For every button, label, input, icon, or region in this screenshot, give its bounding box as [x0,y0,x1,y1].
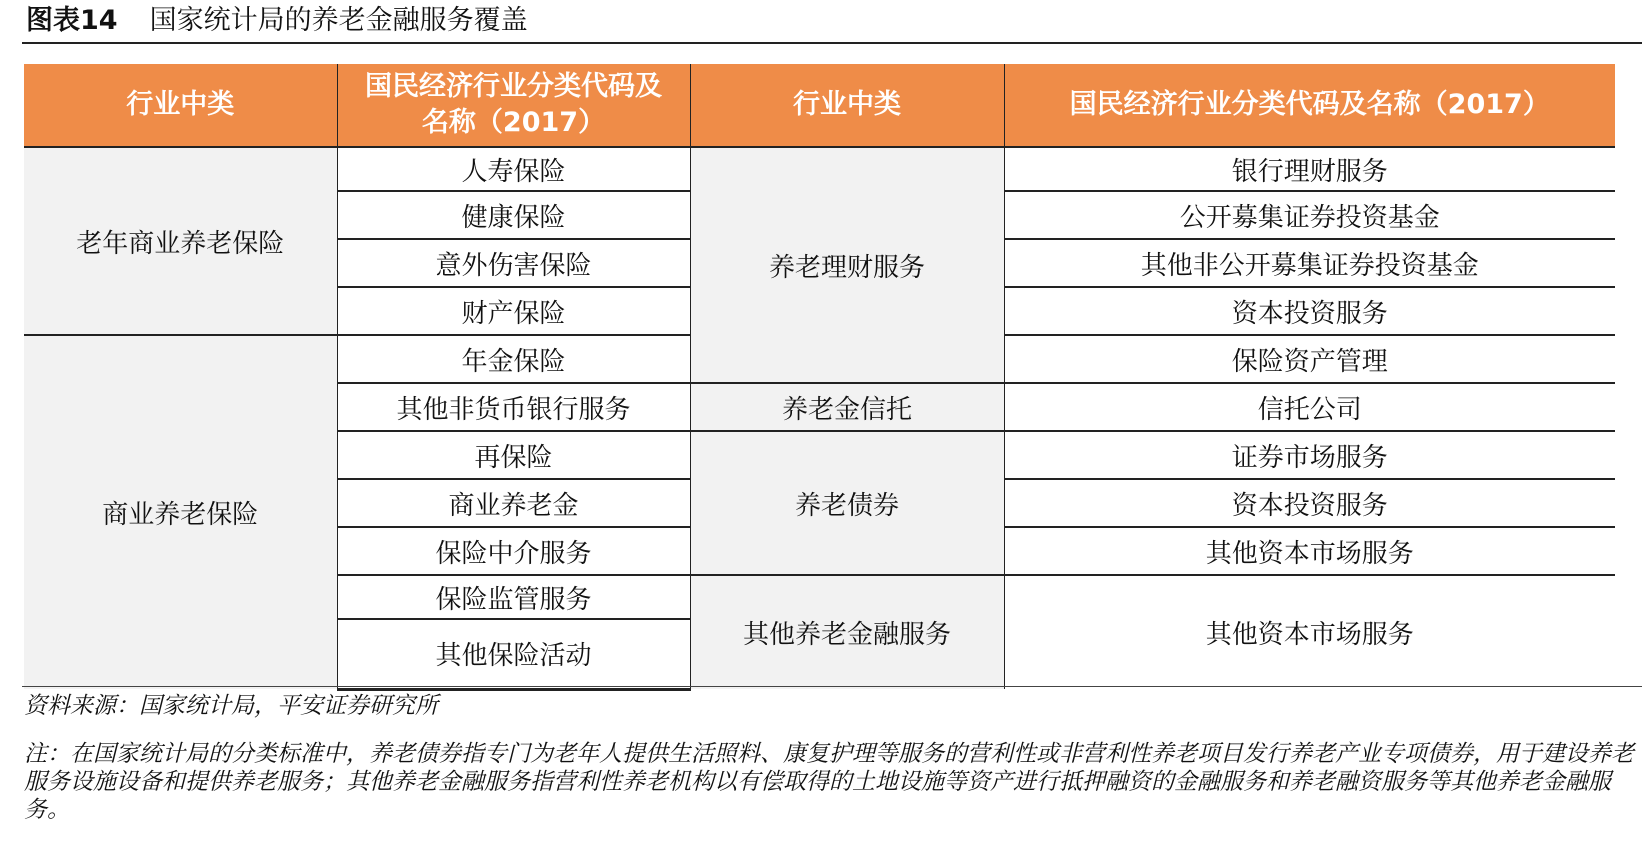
figure-title-bar [22,0,1642,44]
right-category-cell: 养老金信托 [690,383,1004,431]
figure-title [26,2,528,40]
right-item-cell: 信托公司 [1004,383,1615,431]
left-item-cell: 意外伤害保险 [337,239,690,287]
right-item-cell: 其他非公开募集证券投资基金 [1004,239,1615,287]
header-left-category: 行业中类 [24,64,337,147]
header-left-code: 国民经济行业分类代码及名称（2017） [337,64,690,147]
right-item-cell: 其他资本市场服务 [1004,575,1615,689]
table-header-row [24,64,1615,147]
right-item-cell: 银行理财服务 [1004,147,1615,191]
right-category-cell: 养老理财服务 [690,147,1004,383]
header-right-code: 国民经济行业分类代码及名称（2017） [1004,64,1615,147]
left-item-cell: 其他保险活动 [337,619,690,689]
right-item-cell: 资本投资服务 [1004,479,1615,527]
figure-caption: 国家统计局的养老金融服务覆盖 [149,5,528,36]
left-item-cell: 其他非货币银行服务 [337,383,690,431]
right-item-cell: 保险资产管理 [1004,335,1615,383]
source-text: 资料来源：国家统计局，平安证券研究所 [24,693,438,719]
left-item-cell: 商业养老金 [337,479,690,527]
left-item-cell: 再保险 [337,431,690,479]
left-item-cell: 保险监管服务 [337,575,690,619]
classification-table [24,64,1615,691]
left-item-cell: 健康保险 [337,191,690,239]
right-item-cell: 其他资本市场服务 [1004,527,1615,575]
left-item-cell: 保险中介服务 [337,527,690,575]
left-category-cell: 老年商业养老保险 [24,147,337,335]
right-category-cell: 其他养老金融服务 [690,575,1004,689]
note-text: 注：在国家统计局的分类标准中，养老债券指专门为老年人提供生活照料、康复护理等服务的营利性或非营利性养老项目发行养老产业专项债券，用于建设养老服务设施设备和提供养老服务；其他养老金融服务指营利性养老机构以有偿取得的土地设施等资产进行抵押融资的金融服务和养老融资服务等其他养老金融服务。 [24,741,1634,823]
left-item-cell: 财产保险 [337,287,690,335]
table-row [24,147,1615,191]
right-category-cell: 养老债券 [690,431,1004,575]
right-item-cell: 资本投资服务 [1004,287,1615,335]
right-item-cell: 公开募集证券投资基金 [1004,191,1615,239]
source-divider [22,686,1642,687]
left-item-cell: 人寿保险 [337,147,690,191]
header-right-category: 行业中类 [690,64,1004,147]
left-category-cell: 商业养老保险 [24,335,337,689]
right-item-cell: 证券市场服务 [1004,431,1615,479]
figure-label: 图表14 [26,5,118,36]
left-item-cell: 年金保险 [337,335,690,383]
